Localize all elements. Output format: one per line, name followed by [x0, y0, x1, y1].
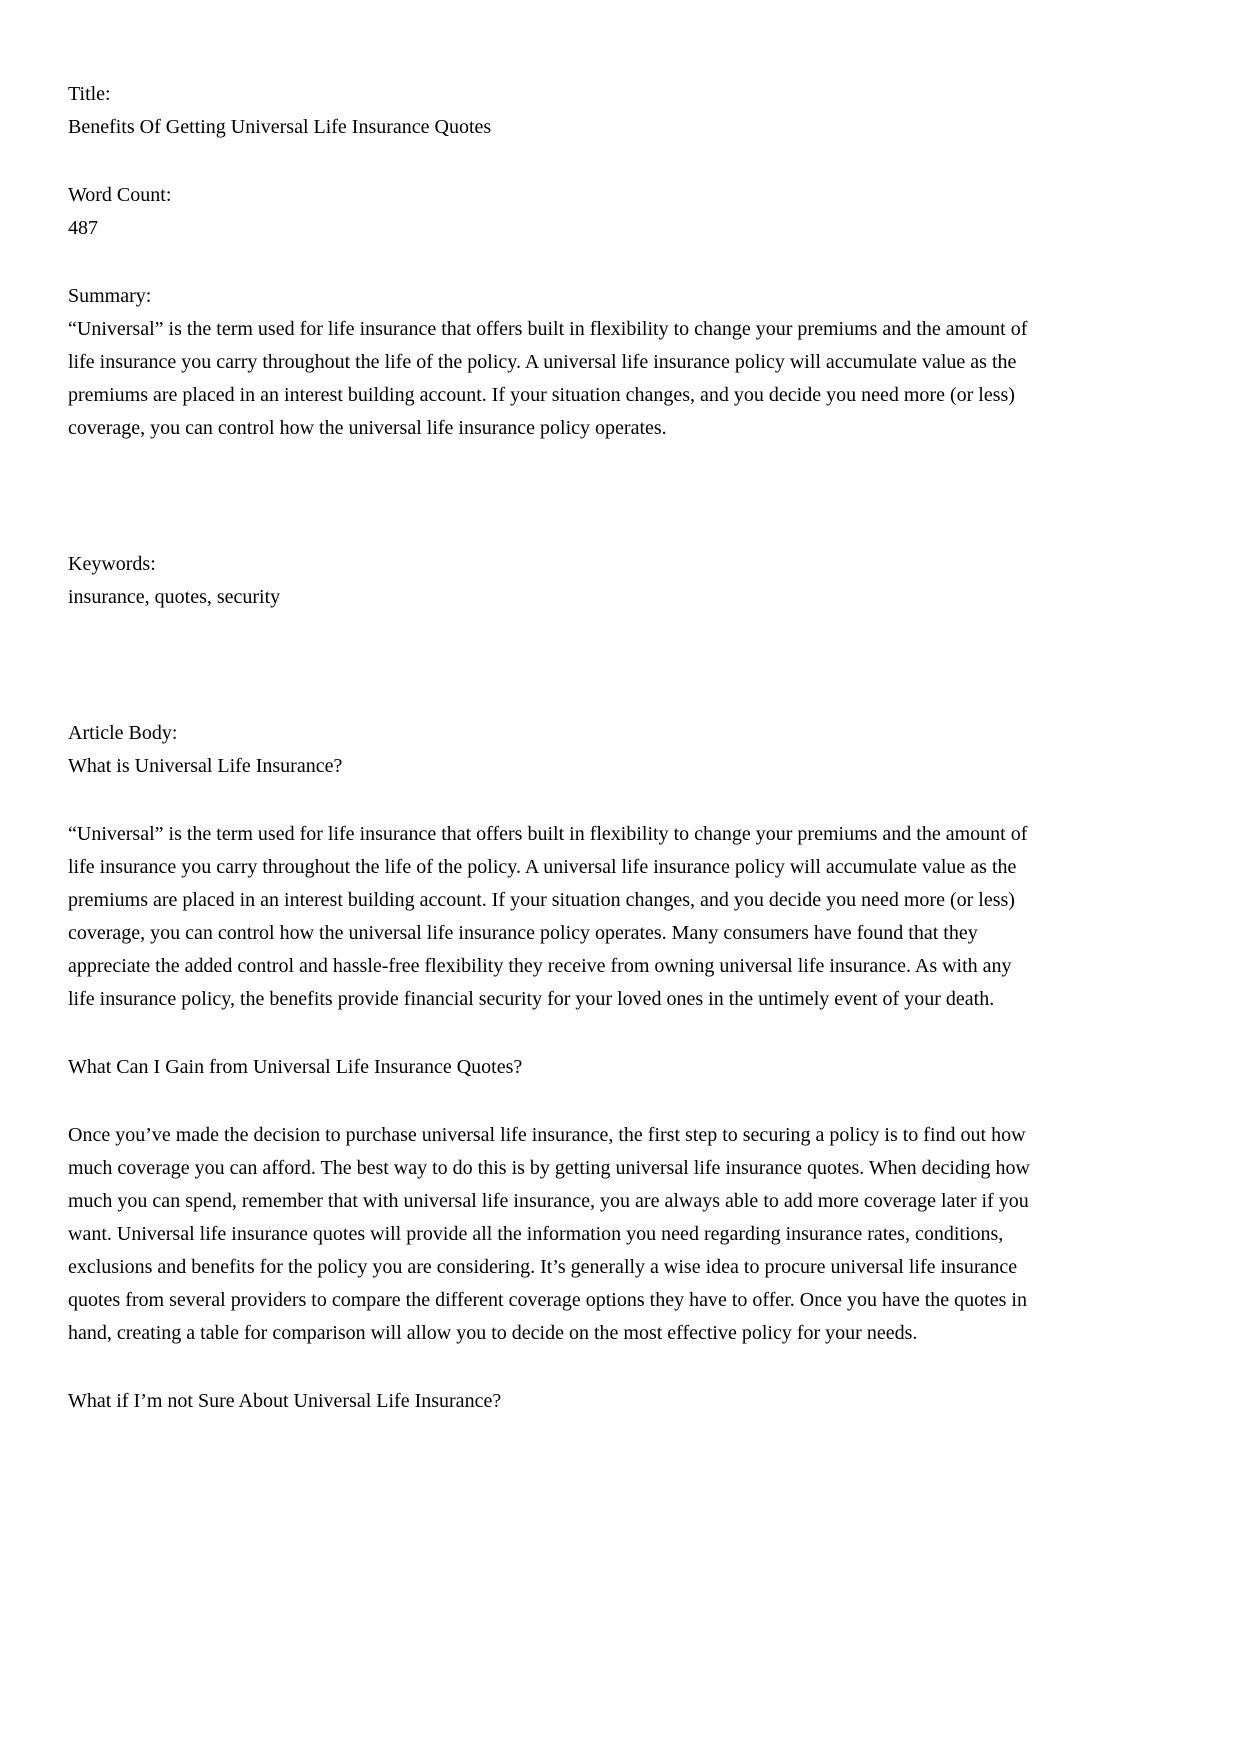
summary-text: “Universal” is the term used for life insurance that offers built in flexibility to change your premiums and the amount of life insurance you carry throughout the life of the policy. A universal life insurance policy will accumulate value as the premiums are placed in an interest building account. If your situation changes, and you decide you need more (or less) coverage, you can control how the universal life insurance policy operates.	[68, 318, 1028, 439]
word-count-value: 487	[68, 217, 98, 239]
section-heading: What Can I Gain from Universal Life Insurance Quotes?	[68, 1056, 523, 1078]
keywords-value: insurance, quotes, security	[68, 586, 281, 608]
article-document	[68, 78, 1034, 1418]
title-label: Title:	[68, 83, 111, 105]
section-paragraph: “Universal” is the term used for life insurance that offers built in flexibility to change your premiums and the amount of life insurance you carry throughout the life of the policy. A universal life insurance policy will accumulate value as the premiums are placed in an interest building account. If your situation changes, and you decide you need more (or less) coverage, you can control how the universal life insurance policy operates. Many consumers have found that they appreciate the added control and hassle-free flexibility they receive from owning universal life insurance. As with any life insurance policy, the benefits provide financial security for your loved ones in the untimely event of your death.	[68, 823, 1028, 1010]
keywords-label: Keywords:	[68, 553, 156, 575]
article-body-label: Article Body:	[68, 722, 178, 744]
section-paragraph: Once you’ve made the decision to purchase universal life insurance, the first step to securing a policy is to find out how much coverage you can afford. The best way to do this is by getting universal life insurance quotes. When deciding how much you can spend, remember that with universal life insurance, you are always able to add more coverage later if you want. Universal life insurance quotes will provide all the information you need regarding insurance rates, conditions, exclusions and benefits for the policy you are considering. It’s generally a wise idea to procure universal life insurance quotes from several providers to compare the different coverage options they have to offer. Once you have the quotes in hand, creating a table for comparison will allow you to decide on the most effective policy for your needs.	[68, 1124, 1030, 1344]
summary-label: Summary:	[68, 285, 152, 307]
section-heading: What if I’m not Sure About Universal Life Insurance?	[68, 1390, 502, 1412]
section-heading: What is Universal Life Insurance?	[68, 755, 343, 777]
word-count-label: Word Count:	[68, 184, 172, 206]
title-value: Benefits Of Getting Universal Life Insurance Quotes	[68, 116, 492, 138]
